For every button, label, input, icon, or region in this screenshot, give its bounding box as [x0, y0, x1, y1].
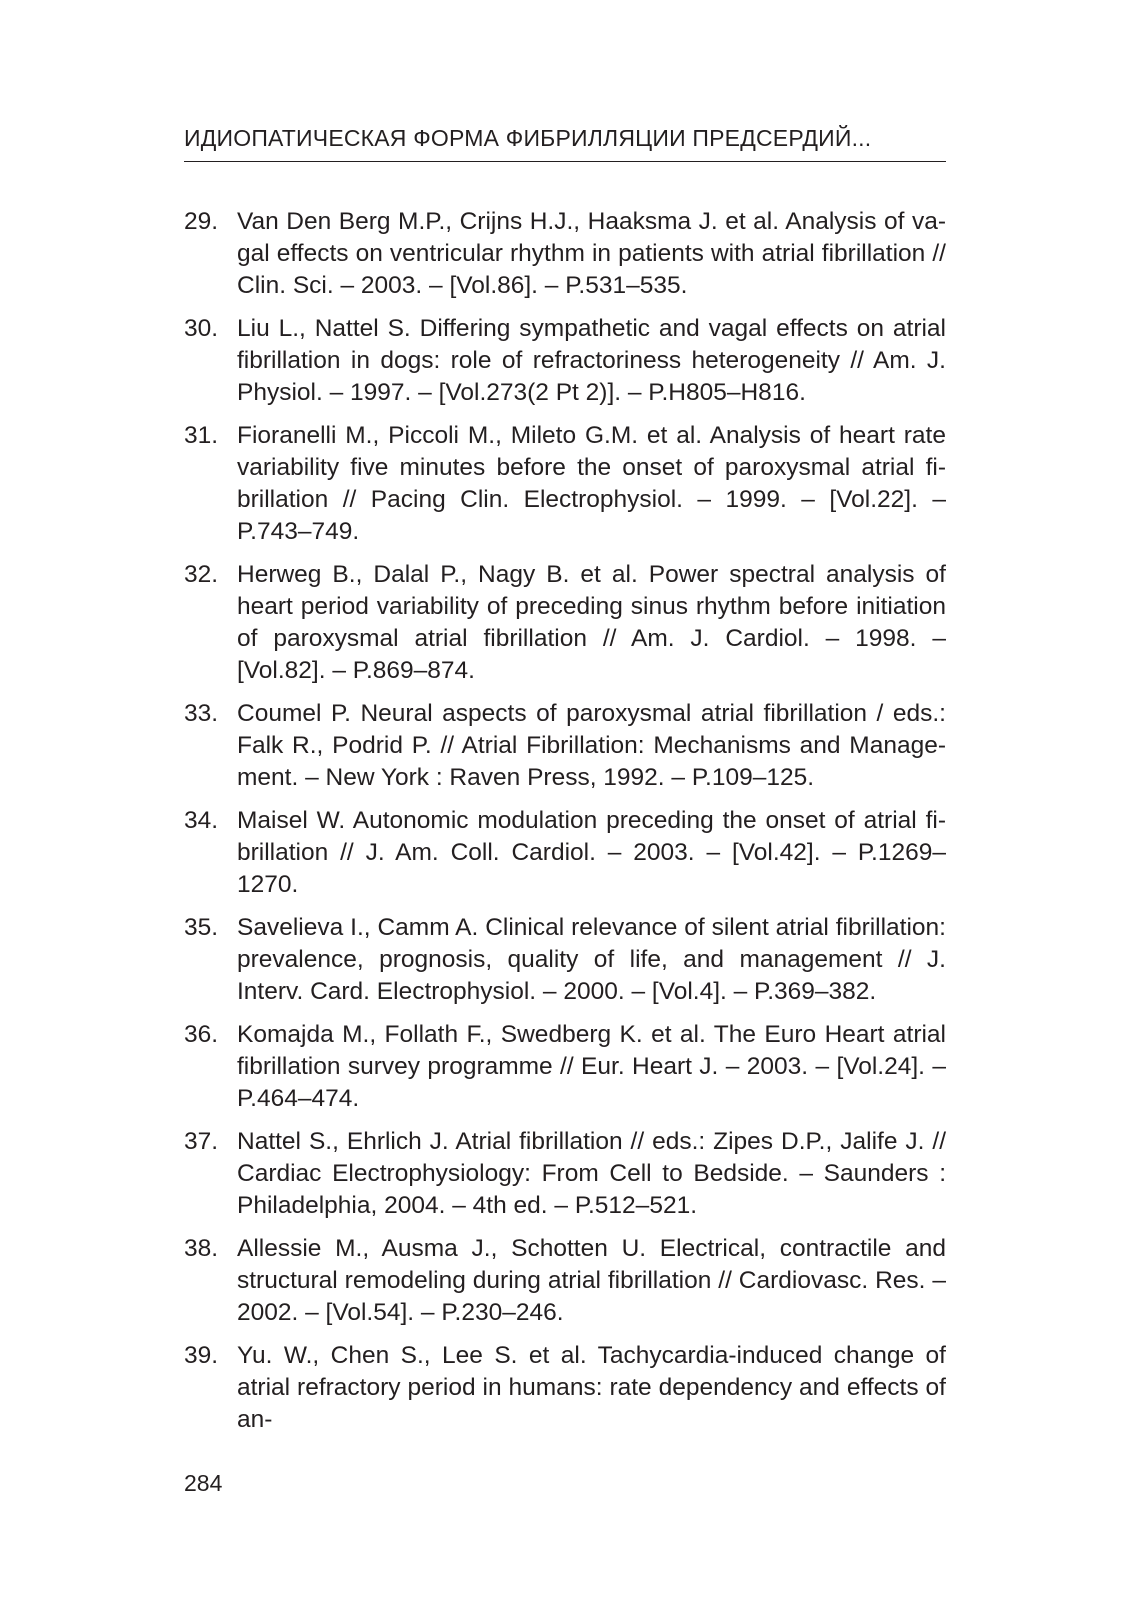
- reference-item: [184, 1126, 946, 1222]
- reference-text: Fioranelli M., Piccoli M., Mileto G.M. et al. Analysis of heart rate variability five minutes before the onset of paroxysmal atrial fibrillation // Pacing Clin. Electrophysiol. – 1999. – [Vol.22]. – P.743–749.: [237, 422, 946, 545]
- reference-item: [184, 1340, 946, 1436]
- reference-item: [184, 420, 946, 548]
- reference-text: Maisel W. Autonomic modulation preceding the onset of atrial fibrillation // J. Am. Coll. Cardiol. – 2003. – [Vol.42]. – P.1269–1270.: [237, 807, 946, 898]
- reference-number: 30.: [184, 315, 219, 342]
- reference-list: [184, 206, 946, 1447]
- reference-text: Komajda M., Follath F., Swedberg K. et al. The Euro Heart atrial fibrillation survey programme // Eur. Heart J. – 2003. – [Vol.24]. – P.464–474.: [237, 1021, 946, 1112]
- reference-item: [184, 206, 946, 302]
- reference-number: 29.: [184, 208, 219, 235]
- reference-text: Coumel P. Neural aspects of paroxysmal atrial fibrillation / eds.: Falk R., Podrid P. // Atrial Fibrillation: Mechanisms and Management. – New York : Raven Press, 1992. – P.109–125.: [237, 700, 946, 791]
- reference-text: Herweg B., Dalal P., Nagy B. et al. Power spectral analysis of heart period variability of preceding sinus rhythm before initiation of paroxysmal atrial fibrillation // Am. J. Cardiol. – 1998. – [Vol.82]. – P.869–874.: [237, 561, 946, 684]
- reference-number: 36.: [184, 1021, 219, 1048]
- reference-item: [184, 1019, 946, 1115]
- reference-text: Van Den Berg M.P., Crijns H.J., Haaksma J. et al. Analysis of vagal effects on ventricular rhythm in patients with atrial fibrillation // Clin. Sci. – 2003. – [Vol.86]. – P.531–535.: [237, 208, 946, 299]
- reference-number: 39.: [184, 1342, 219, 1369]
- reference-number: 38.: [184, 1235, 219, 1262]
- reference-number: 32.: [184, 561, 219, 588]
- reference-item: [184, 313, 946, 409]
- reference-item: [184, 559, 946, 687]
- reference-text: Nattel S., Ehrlich J. Atrial fibrillation // eds.: Zipes D.P., Jalife J. // Cardiac Electrophysiology: From Cell to Bedside. – Saunders : Philadelphia, 2004. – 4th ed. – P.512–521.: [237, 1128, 946, 1219]
- reference-text: Yu. W., Chen S., Lee S. et al. Tachycardia-induced change of atrial refractory period in humans: rate dependency and effects of an-: [237, 1342, 946, 1433]
- reference-item: [184, 912, 946, 1008]
- reference-number: 33.: [184, 700, 219, 727]
- reference-item: [184, 805, 946, 901]
- reference-number: 37.: [184, 1128, 219, 1155]
- page-number: 284: [184, 1470, 223, 1496]
- reference-number: 35.: [184, 914, 219, 941]
- reference-text: Allessie M., Ausma J., Schotten U. Electrical, contractile and structural remodeling during atrial fibrillation // Cardiovasc. Res. – 2002. – [Vol.54]. – P.230–246.: [237, 1235, 946, 1326]
- reference-item: [184, 1233, 946, 1329]
- running-header: ИДИОПАТИЧЕСКАЯ ФОРМА ФИБРИЛЛЯЦИИ ПРЕДСЕРДИЙ...: [184, 125, 872, 151]
- header-divider: [184, 161, 946, 162]
- reference-number: 31.: [184, 422, 219, 449]
- reference-number: 34.: [184, 807, 219, 834]
- reference-text: Savelieva I., Camm A. Clinical relevance of silent atrial fibrillation: prevalence, prognosis, quality of life, and management // J. Interv. Card. Electrophysiol. – 2000. – [Vol.4]. – P.369–382.: [237, 914, 946, 1005]
- reference-item: [184, 698, 946, 794]
- reference-text: Liu L., Nattel S. Differing sympathetic and vagal effects on atrial fibrillation in dogs: role of refractoriness heterogeneity // Am. J. Physiol. – 1997. – [Vol.273(2 Pt 2)]. – P.H805–H816.: [237, 315, 946, 406]
